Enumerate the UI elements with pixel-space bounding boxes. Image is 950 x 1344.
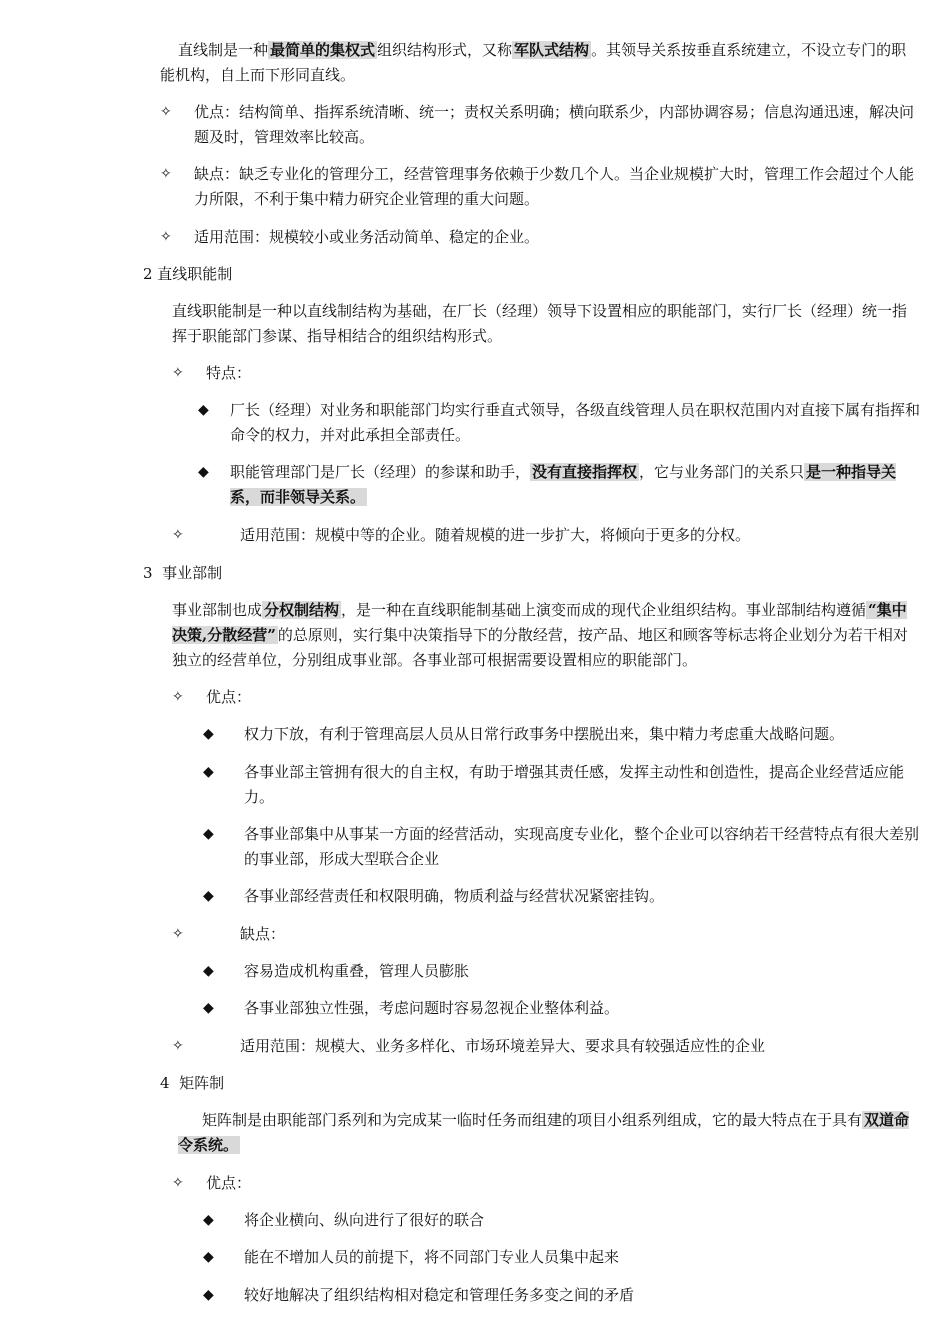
sec3-heading: 3 事业部制 xyxy=(143,564,223,582)
filled-diamond-bullet-icon: ◆ xyxy=(203,726,214,742)
filled-diamond-bullet-icon: ◆ xyxy=(203,888,214,904)
open-diamond-bullet-icon: ✧ xyxy=(172,527,184,543)
text-run: 。其领导关系按垂直系统建立，不设立专门的职能机构，自上而下形同直线。 xyxy=(160,41,907,84)
text-run: 矩阵制是由职能部门系列和为完成某一临时任务而组建的项目小组系列组成，它的最大特点在于具有 xyxy=(202,1111,863,1129)
sec1-advantages: 优点：结构简单、指挥系统清晰、统一；责权关系明确；横向联系少，内部协调容易；信息沟通迅速，解决问题及时，管理效率比较高。 xyxy=(194,103,915,146)
open-diamond-bullet-icon: ✧ xyxy=(160,104,172,120)
sec2-feature-1: 厂长（经理）对业务和职能部门均实行垂直式领导，各级直线管理人员在职权范围内对直接下属有指挥和命令的权力，并对此承担全部责任。 xyxy=(230,401,921,444)
highlight-text: 没有直接指挥权 xyxy=(532,463,638,481)
sec3-disadvantage-2: 各事业部独立性强，考虑问题时容易忽视企业整体利益。 xyxy=(244,999,620,1017)
sec1-scope: 适用范围：规模较小或业务活动简单、稳定的企业。 xyxy=(194,228,540,246)
sec3-advantages-label: 优点： xyxy=(206,688,252,706)
sec2-intro: 直线职能制是一种以直线制结构为基础，在厂长（经理）领导下设置相应的职能部门，实行厂长（经理）统一指挥于职能部门参谋、指导相结合的组织结构形式。 xyxy=(172,302,908,345)
text-run: 直线制是一种 xyxy=(178,41,269,59)
sec4-advantages-label: 优点： xyxy=(206,1174,252,1192)
sec1-disadvantages: 缺点：缺乏专业化的管理分工，经营管理事务依赖于少数几个人。当企业规模扩大时，管理工作会超过个人能力所限，不利于集中精力研究企业管理的重大问题。 xyxy=(194,165,915,208)
sec3-disadvantage-1: 容易造成机构重叠，管理人员膨胀 xyxy=(244,962,470,980)
open-diamond-bullet-icon: ✧ xyxy=(172,365,184,381)
text-run: 组织结构形式，又称 xyxy=(377,41,513,59)
filled-diamond-bullet-icon: ◆ xyxy=(203,1000,214,1016)
highlight-text: 双道命令系统。 xyxy=(178,1111,910,1154)
highlight-text: 是一种指导关系，而非领导关系。 xyxy=(230,463,897,506)
open-diamond-bullet-icon: ✧ xyxy=(160,166,172,182)
filled-diamond-bullet-icon: ◆ xyxy=(203,1249,214,1265)
filled-diamond-bullet-icon: ◆ xyxy=(203,1287,214,1303)
filled-diamond-bullet-icon: ◆ xyxy=(203,963,214,979)
sec3-scope: 适用范围：规模大、业务多样化、市场环境差异大、要求具有较强适应性的企业 xyxy=(240,1037,766,1055)
sec4-advantage-1: 将企业横向、纵向进行了很好的联合 xyxy=(244,1211,485,1229)
filled-diamond-bullet-icon: ◆ xyxy=(198,464,209,480)
sec4-advantage-2: 能在不增加人员的前提下，将不同部门专业人员集中起来 xyxy=(244,1248,620,1266)
sec3-advantage-1: 权力下放，有利于管理高层人员从日常行政事务中摆脱出来，集中精力考虑重大战略问题。 xyxy=(244,725,845,743)
highlight-text: 分权制结构 xyxy=(264,601,340,619)
open-diamond-bullet-icon: ✧ xyxy=(172,1038,184,1054)
sec2-heading: 2 直线职能制 xyxy=(143,265,233,283)
filled-diamond-bullet-icon: ◆ xyxy=(203,1212,214,1228)
text-run: ，它与业务部门的关系只 xyxy=(639,463,805,481)
sec4-advantage-3: 较好地解决了组织结构相对稳定和管理任务多变之间的矛盾 xyxy=(244,1286,635,1304)
sec2-feature-2 xyxy=(230,460,920,510)
text-run: 职能管理部门是厂长（经理）的参谋和助手， xyxy=(230,463,531,481)
sec3-advantage-2: 各事业部主管拥有很大的自主权，有助于增强其责任感，发挥主动性和创造性，提高企业经营适应能力。 xyxy=(244,763,905,806)
highlight-text: 最简单的集权式 xyxy=(270,41,376,59)
sec4-heading: 4 矩阵制 xyxy=(160,1074,225,1092)
sec3-disadvantages-label: 缺点： xyxy=(240,925,286,943)
sec1-intro xyxy=(160,38,920,88)
sec4-intro xyxy=(178,1108,920,1158)
text-run: 的总原则，实行集中决策指导下的分散经营，按产品、地区和顾客等标志将企业划分为若干相对独立的经营单位，分别组成事业部。各事业部可根据需要设置相应的职能部门。 xyxy=(172,626,908,669)
open-diamond-bullet-icon: ✧ xyxy=(172,1175,184,1191)
open-diamond-bullet-icon: ✧ xyxy=(172,689,184,705)
filled-diamond-bullet-icon: ◆ xyxy=(203,826,214,842)
sec3-intro xyxy=(172,598,920,673)
sec3-advantage-4: 各事业部经营责任和权限明确，物质利益与经营状况紧密挂钩。 xyxy=(244,887,665,905)
sec2-features-label: 特点： xyxy=(206,364,252,382)
highlight-text: “集中决策,分散经营” xyxy=(172,601,907,644)
filled-diamond-bullet-icon: ◆ xyxy=(198,402,209,418)
highlight-text: 军队式结构 xyxy=(514,41,590,59)
filled-diamond-bullet-icon: ◆ xyxy=(203,764,214,780)
sec3-advantage-3: 各事业部集中从事某一方面的经营活动，实现高度专业化，整个企业可以容纳若干经营特点有很大差别的事业部，形成大型联合企业 xyxy=(244,825,920,868)
open-diamond-bullet-icon: ✧ xyxy=(172,926,184,942)
open-diamond-bullet-icon: ✧ xyxy=(160,229,172,245)
text-run: ，是一种在直线职能制基础上演变而成的现代企业组织结构。事业部制结构遵循 xyxy=(341,601,867,619)
sec2-scope: 适用范围：规模中等的企业。随着规模的进一步扩大，将倾向于更多的分权。 xyxy=(240,526,751,544)
text-run: 事业部制也成 xyxy=(172,601,263,619)
